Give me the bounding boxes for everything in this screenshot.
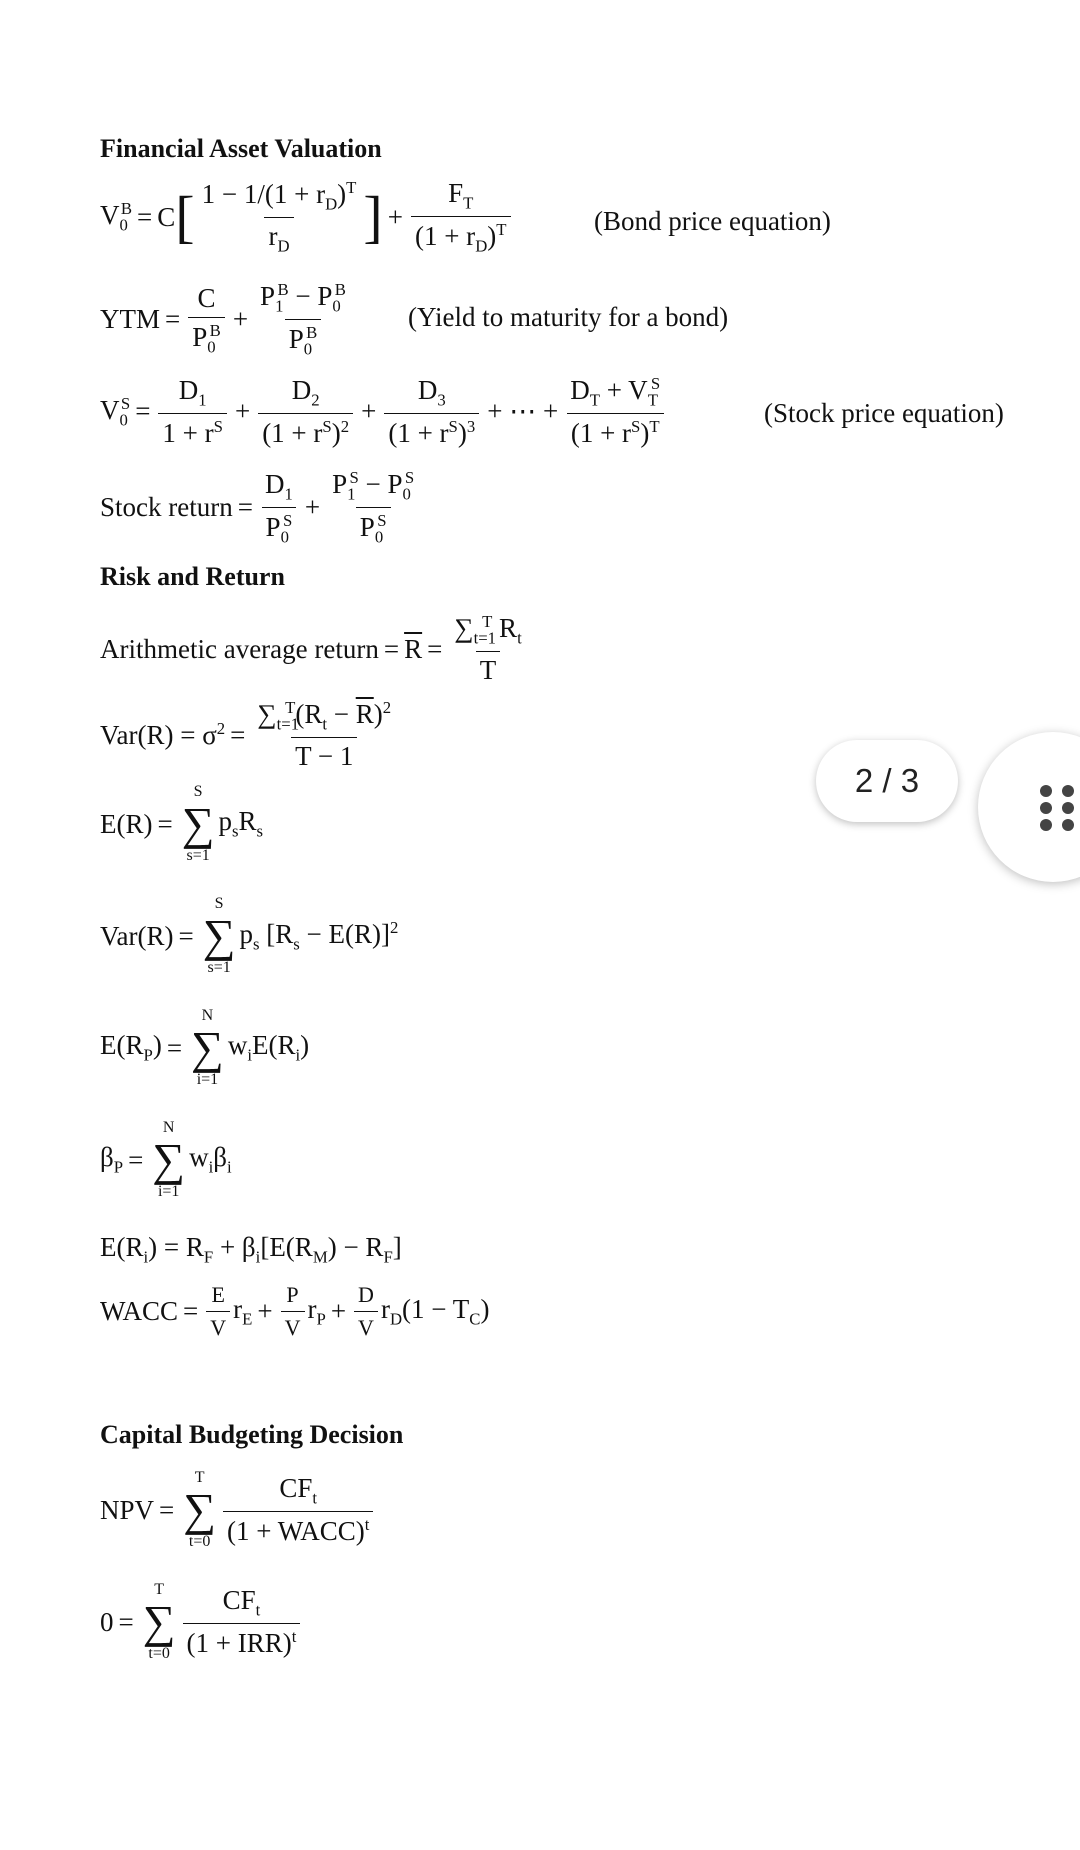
stock-return-label: Stock return: [100, 492, 233, 523]
wacc-equation: WACC = $\frac{E}{V}$ $r_E$ + $\frac{P}{V}$ $r_P$ + $\frac{D}{V}$ $r_D(1 - T_C)$: [100, 1282, 490, 1340]
arithmetic-average-equation: Arithmetic average return = $\overline{R}$ = $\frac{\sum_{t=1}^T R_t}{T}$: [100, 612, 522, 686]
section-heading-risk-return: Risk and Return: [100, 562, 285, 591]
ytm-label: YTM: [100, 304, 160, 335]
arithmetic-average-label: Arithmetic average return: [100, 633, 379, 664]
section-heading-capital-budgeting: Capital Budgeting Decision: [100, 1420, 404, 1449]
grid-dots-icon: [1040, 785, 1074, 831]
npv-equation: NPV = T ∑ t=0 $\frac{CF_t}{(1 + WACC)^t}$: [100, 1470, 376, 1550]
bond-price-equation: $V_0^B$ = C [ $\frac{1 - 1/(1 + r_D)^T}{r_D}$ ] + $\frac{F_T}{(1 + r_D)^T}$: [100, 178, 514, 257]
bond-price-note: (Bond price equation): [594, 206, 831, 236]
stock-price-equation: $V_0^S$ = $\frac{D_1}{1 + r^S}$ + $\frac{D_2}{(1 + r^S)^2}$ + $\frac{D_3}{(1 + r^S)^3}$ + ⋯ + $\frac{D_T + V_T^S}{(1 + r^S)^T}$: [100, 374, 667, 449]
expected-return-equation: E(R) = S ∑ s=1 $p_sR_s$: [100, 783, 264, 865]
portfolio-beta-equation: $\beta_P$ = N ∑ i=1 $w_i\beta_i$: [100, 1119, 232, 1201]
stock-price-note: (Stock price equation): [764, 398, 1004, 428]
irr-equation: 0 = T ∑ t=0 $\frac{CF_t}{(1 + IRR)^t}$: [100, 1582, 303, 1662]
floating-menu-button[interactable]: [978, 732, 1080, 882]
stock-return-equation: Stock return = $\frac{D_1}{P_0^S}$ + $\frac{P_1^S - P_0^S}{P_0^S}$: [100, 468, 415, 547]
page-indicator: 2 / 3: [816, 740, 958, 822]
ytm-note: (Yield to maturity for a bond): [408, 302, 729, 332]
sample-variance-equation: $Var(R) = \sigma^2$ = $\frac{\sum_{t=1}^T(R_t - \overline{R})^2}{T - 1}$: [100, 698, 392, 772]
portfolio-expected-return-equation: $E(R_P)$ = N ∑ i=1 $w_iE(R_i)$: [100, 1007, 310, 1089]
section-heading-asset-valuation: Financial Asset Valuation: [100, 134, 382, 163]
capm-equation: $E(R_i) = R_F + \beta_i[E(R_M) - R_F]$: [100, 1232, 402, 1267]
ytm-equation: YTM = $\frac{C}{P_0^B}$ + $\frac{P_1^B - P_0^B}{P_0^B}$: [100, 280, 346, 359]
scenario-variance-equation: Var(R) = S ∑ s=1 $p_s$ $[R_s - E(R)]^2$: [100, 895, 399, 977]
npv-label: NPV: [100, 1494, 155, 1525]
wacc-label: WACC: [100, 1296, 179, 1326]
